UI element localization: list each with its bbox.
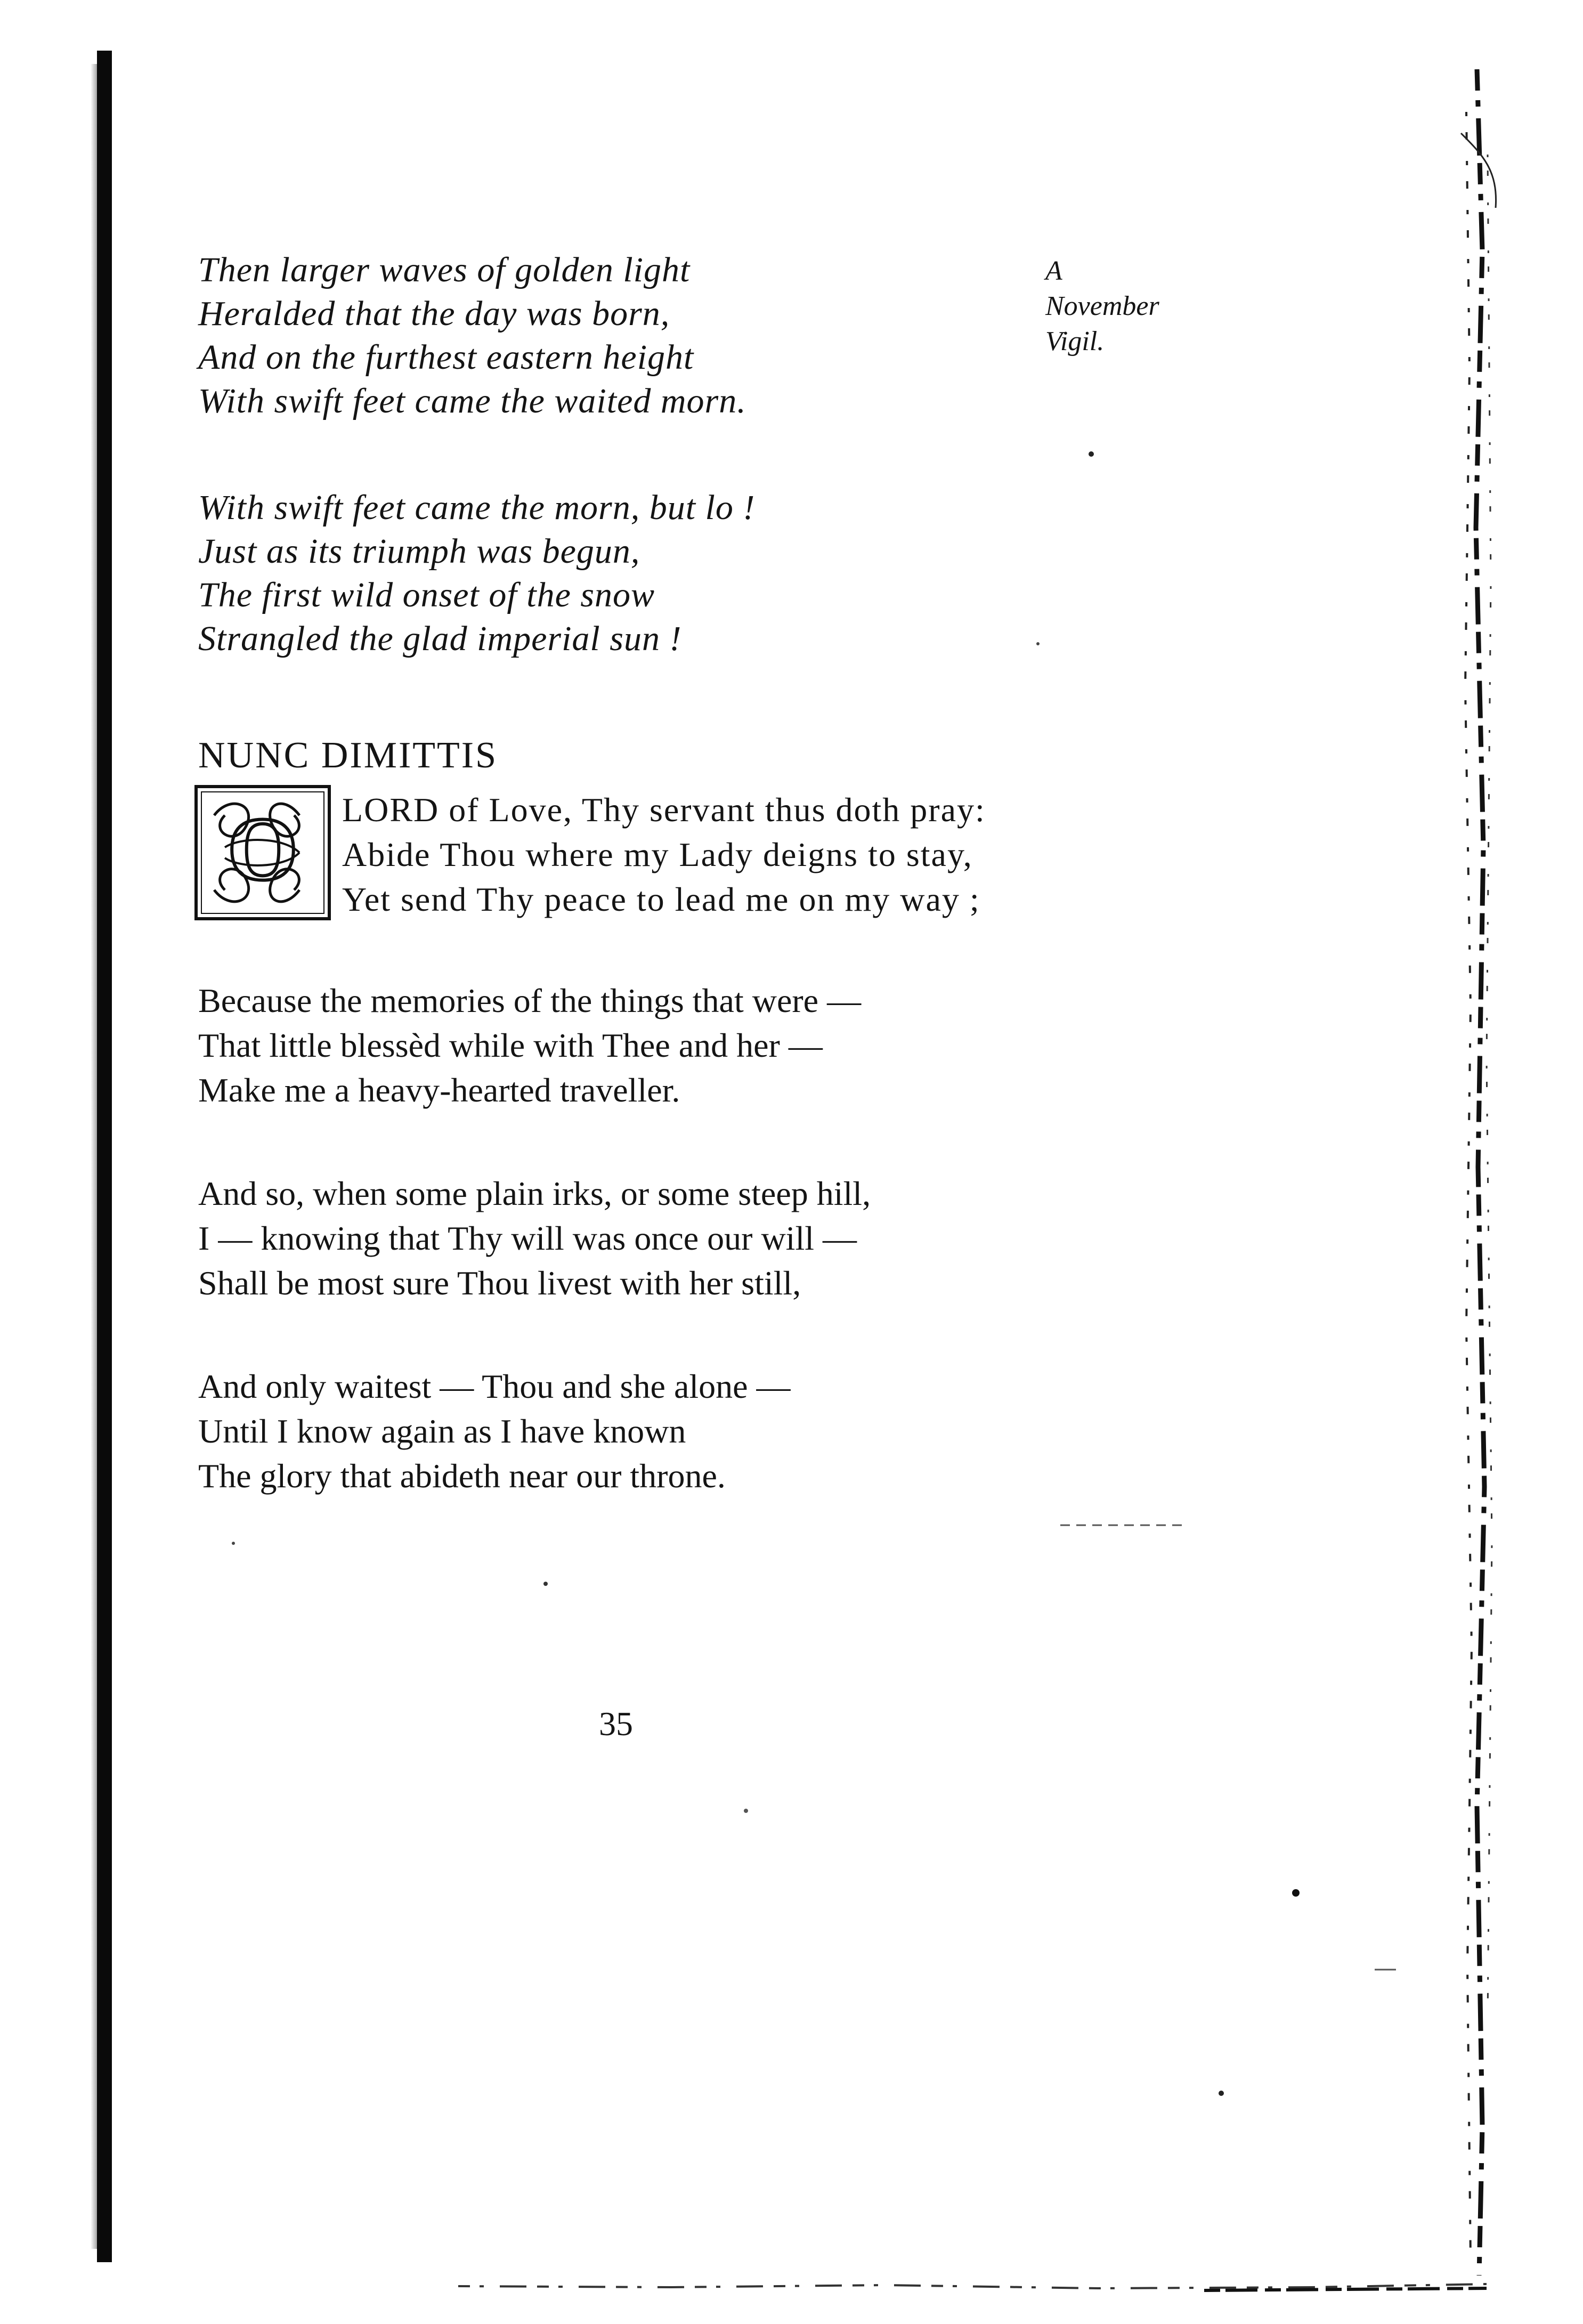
poem-line: Until I know again as I have known (198, 1412, 686, 1450)
verse-line: Just as its triumph was begun, (198, 532, 640, 571)
poem-line: Yet send Thy peace to lead me on my way ; (342, 880, 980, 918)
poem-line: Because the memories of the things that were — (198, 982, 862, 1019)
spine-shadow (91, 64, 97, 2249)
verse-line: With swift feet came the morn, but lo ! (198, 488, 756, 527)
ornamental-drop-cap (193, 783, 332, 922)
drop-cap-letter: O (227, 799, 298, 899)
marginal-note-line: A (1045, 256, 1062, 286)
verse-line: Then larger waves of golden light (198, 250, 691, 289)
poem-line: LORD of Love, Thy servant thus doth pray: (342, 791, 986, 829)
verse-line: And on the furthest eastern height (198, 338, 694, 377)
page-number: 35 (599, 1705, 633, 1743)
poem-line: I — knowing that Thy will was once our will — (198, 1219, 857, 1257)
poem-line: And only waitest — Thou and she alone — (198, 1367, 791, 1405)
poem-line: The glory that abideth near our throne. (198, 1457, 726, 1495)
poem-line: Abide Thou where my Lady deigns to stay, (342, 836, 973, 873)
page-bottom-edge-scan-noise (458, 2274, 1487, 2301)
marginal-note-line: Vigil. (1045, 326, 1105, 357)
poem-stanza-3 (198, 1171, 871, 1306)
verse-line: Heralded that the day was born, (198, 294, 670, 333)
poem-line: That little blessèd while with Thee and her — (198, 1026, 823, 1064)
verse-line: The first wild onset of the snow (198, 576, 655, 614)
poem-opening-stanza (342, 788, 986, 922)
poem-line: Shall be most sure Thou livest with her still, (198, 1264, 801, 1302)
page-right-edge-scan-noise (1445, 48, 1504, 2297)
marginal-note-line: November (1045, 291, 1159, 321)
poem-stanza-4 (198, 1364, 791, 1499)
poem-line: And so, when some plain irks, or some steep hill, (198, 1175, 871, 1212)
verse-line: With swift feet came the waited morn. (198, 382, 746, 420)
marginal-note (1045, 254, 1159, 359)
poem-stanza-2 (198, 978, 861, 1113)
poem-line: Make me a heavy-hearted traveller. (198, 1071, 680, 1109)
poem-title: NUNC DIMITTIS (198, 735, 498, 776)
book-spine-edge (97, 51, 112, 2262)
verse-line: Strangled the glad imperial sun ! (198, 619, 682, 658)
